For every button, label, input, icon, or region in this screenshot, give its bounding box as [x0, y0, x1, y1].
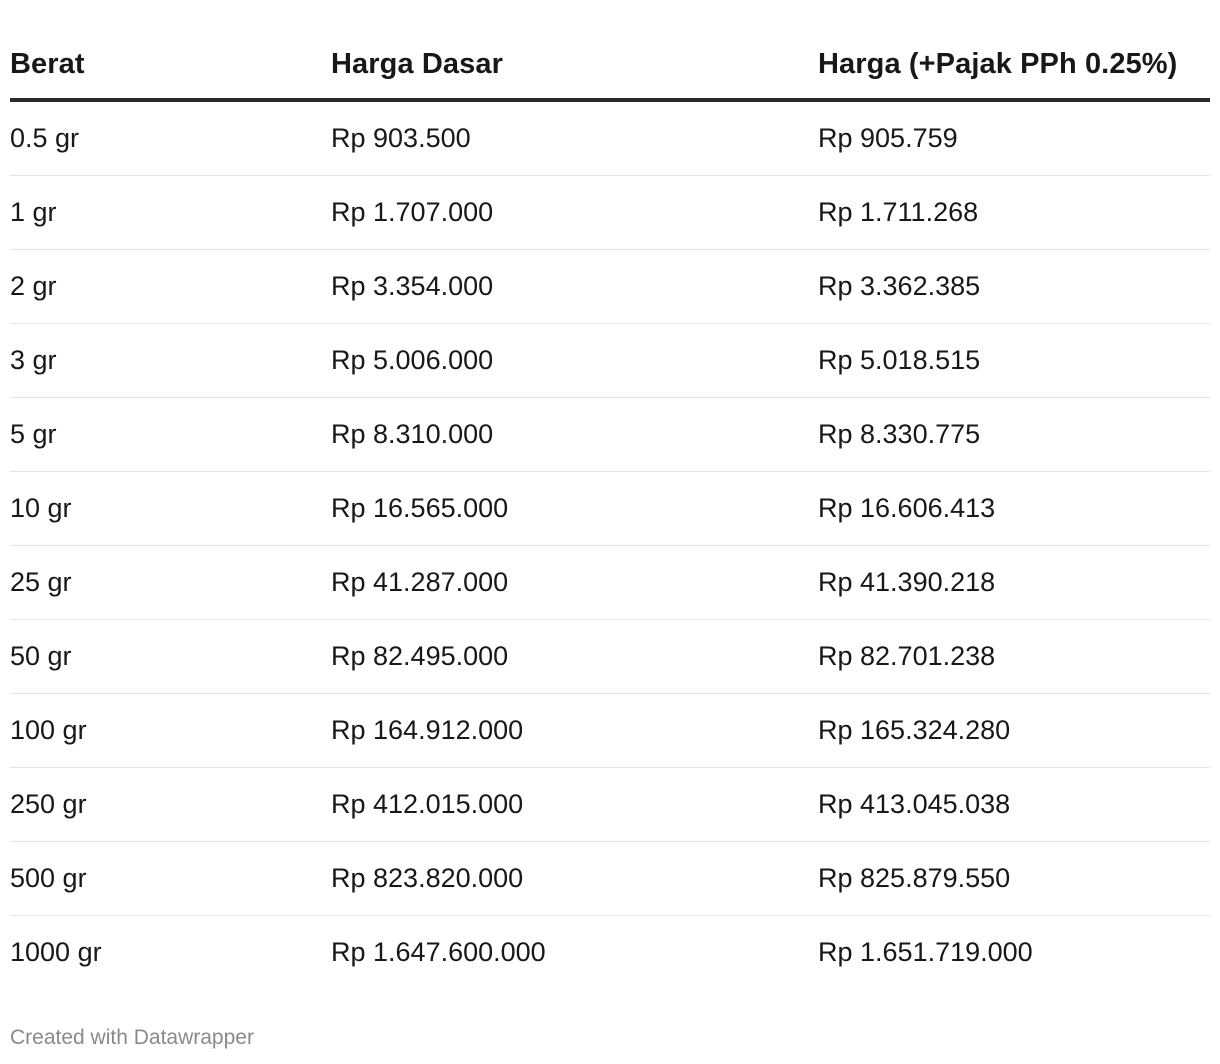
cell-base-price: Rp 82.495.000	[331, 620, 818, 694]
cell-weight: 50 gr	[10, 620, 331, 694]
cell-base-price: Rp 41.287.000	[331, 546, 818, 620]
table-row	[10, 916, 1210, 990]
cell-price-with-tax: Rp 5.018.515	[818, 324, 1210, 398]
cell-weight: 500 gr	[10, 842, 331, 916]
cell-weight: 1 gr	[10, 176, 331, 250]
cell-base-price: Rp 1.647.600.000	[331, 937, 546, 967]
table-row	[10, 398, 1210, 472]
cell-weight: 10 gr	[10, 472, 331, 546]
gold-price-table	[10, 0, 1210, 989]
cell-weight: 5 gr	[10, 398, 331, 472]
header-base-price[interactable]: Harga Dasar	[331, 0, 818, 100]
cell-base-price: Rp 5.006.000	[331, 324, 818, 398]
datawrapper-credit[interactable]: Created with Datawrapper	[10, 1026, 254, 1049]
cell-base-price: Rp 903.500	[331, 100, 818, 176]
table-row	[10, 250, 1210, 324]
table-row	[10, 546, 1210, 620]
cell-base-price: Rp 164.912.000	[331, 694, 818, 768]
cell-price-with-tax: Rp 1.711.268	[818, 176, 1210, 250]
cell-price-with-tax: Rp 8.330.775	[818, 398, 1210, 472]
cell-weight: 25 gr	[10, 546, 331, 620]
table-row	[10, 472, 1210, 546]
cell-price-with-tax: Rp 413.045.038	[818, 768, 1210, 842]
price-table-container	[10, 0, 1210, 1049]
cell-base-price: Rp 1.707.000	[331, 176, 818, 250]
cell-price-with-tax: Rp 165.324.280	[818, 694, 1210, 768]
header-price-with-tax[interactable]: Harga (+Pajak PPh 0.25%)	[818, 0, 1210, 100]
cell-weight: 3 gr	[10, 324, 331, 398]
cell-weight: 2 gr	[10, 250, 331, 324]
cell-base-price: Rp 16.565.000	[331, 472, 818, 546]
table-row	[10, 620, 1210, 694]
cell-base-price: Rp 823.820.000	[331, 842, 818, 916]
table-row	[10, 324, 1210, 398]
cell-weight: 100 gr	[10, 694, 331, 768]
cell-price-with-tax: Rp 82.701.238	[818, 620, 1210, 694]
table-row	[10, 176, 1210, 250]
cell-weight: 250 gr	[10, 768, 331, 842]
cell-weight: 0.5 gr	[10, 100, 331, 176]
cell-base-price: Rp 8.310.000	[331, 398, 818, 472]
cell-weight: 1000 gr	[10, 937, 102, 967]
table-body	[10, 100, 1210, 989]
cell-base-price: Rp 412.015.000	[331, 768, 818, 842]
table-row	[10, 768, 1210, 842]
cell-price-with-tax: Rp 41.390.218	[818, 546, 1210, 620]
cell-base-price: Rp 3.354.000	[331, 250, 818, 324]
table-row	[10, 842, 1210, 916]
cell-price-with-tax: Rp 905.759	[818, 100, 1210, 176]
cell-price-with-tax: Rp 825.879.550	[818, 842, 1210, 916]
cell-price-with-tax: Rp 3.362.385	[818, 250, 1210, 324]
table-row	[10, 694, 1210, 768]
cell-price-with-tax: Rp 16.606.413	[818, 472, 1210, 546]
table-header-row	[10, 0, 1210, 100]
cell-price-with-tax: Rp 1.651.719.000	[818, 937, 1033, 967]
table-row	[10, 100, 1210, 176]
header-weight[interactable]: Berat	[10, 0, 331, 100]
